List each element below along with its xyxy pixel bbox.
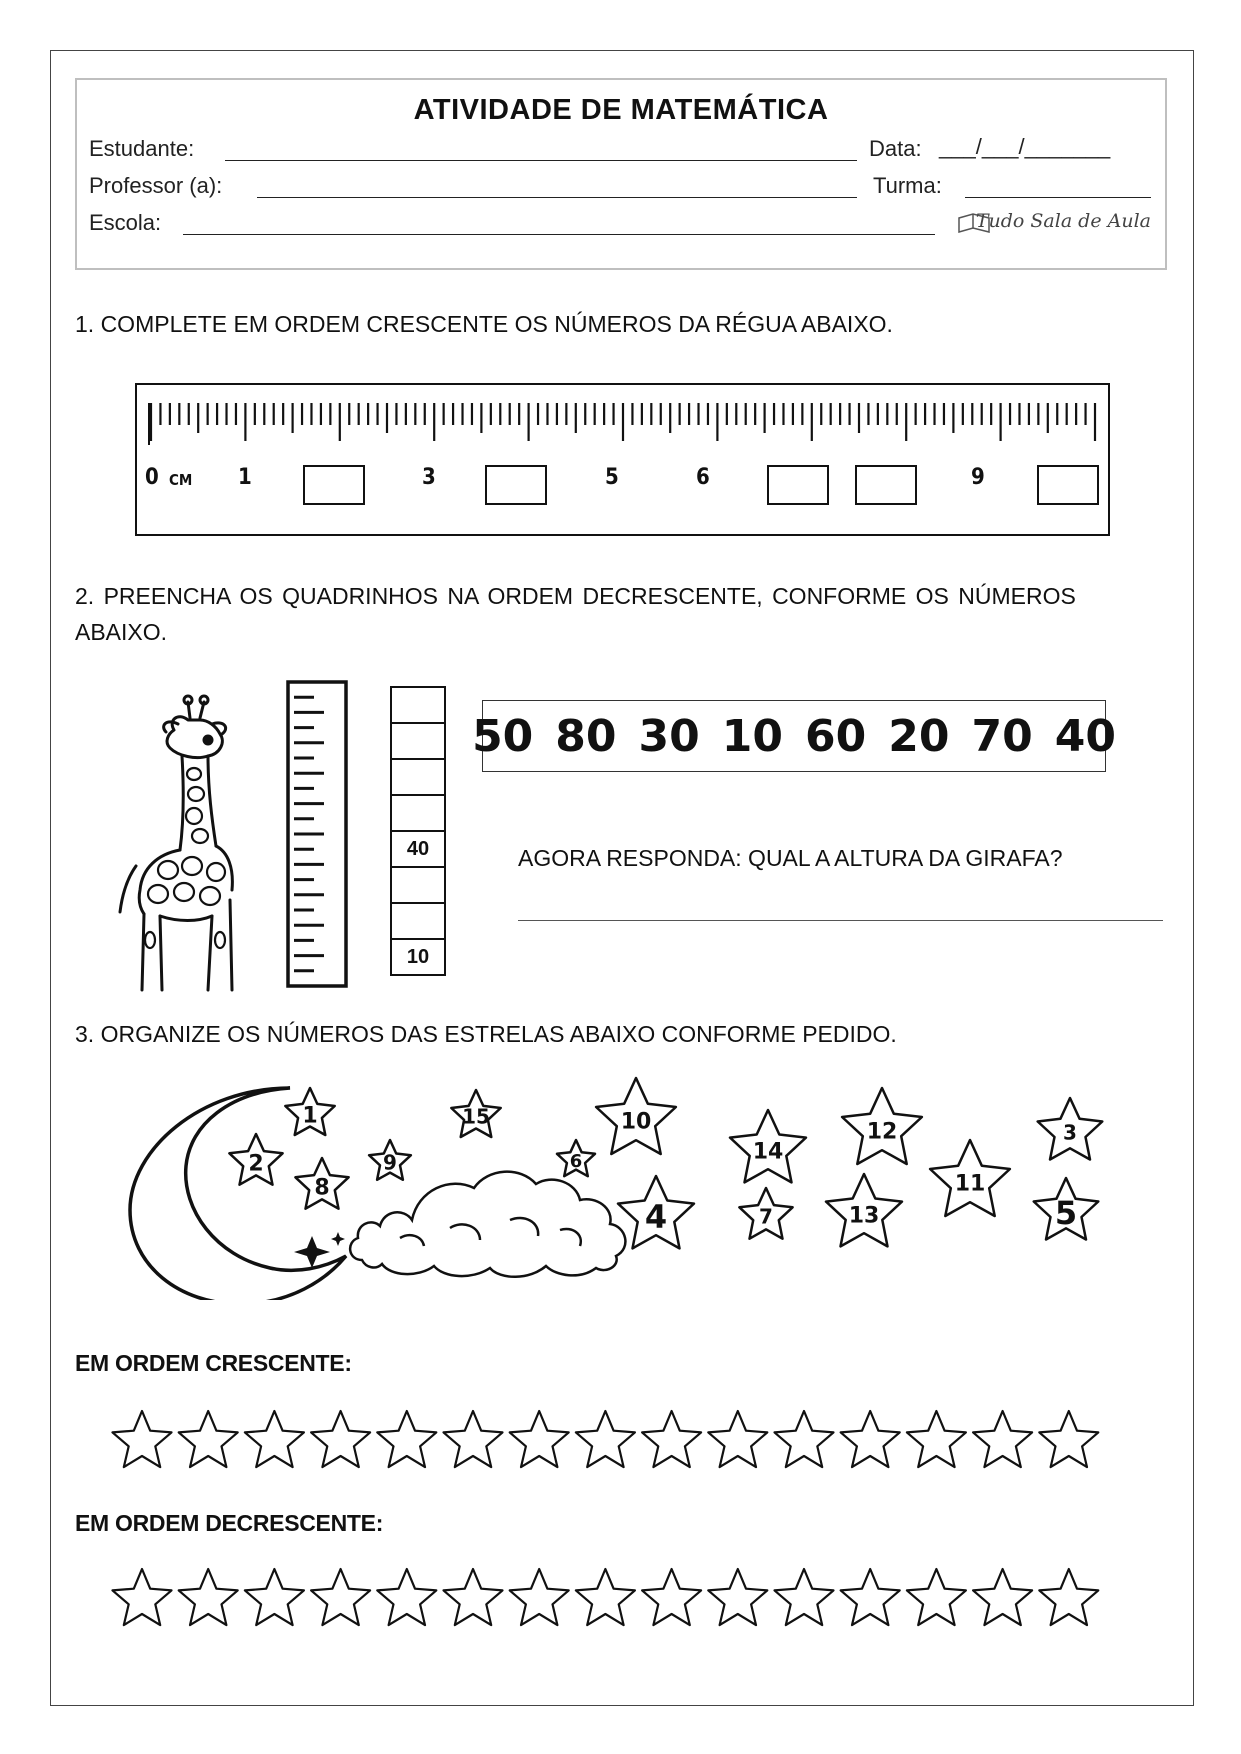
ascending-star-slot[interactable] <box>907 1411 966 1467</box>
descending-stars-row <box>110 1566 1130 1632</box>
sparkle-icon <box>294 1236 330 1268</box>
brand-logo: Tudo Sala de Aula <box>975 210 1151 232</box>
stack-box-6[interactable] <box>390 866 446 904</box>
ruler-label-6: 6 <box>696 465 710 490</box>
stack-box-1[interactable] <box>390 686 446 724</box>
number-item: 30 <box>638 710 700 762</box>
star-label-6: 6 <box>569 1150 583 1172</box>
ruler-ticks <box>137 385 1108 534</box>
descending-star-slot[interactable] <box>973 1569 1032 1625</box>
descending-star-slot[interactable] <box>377 1569 436 1625</box>
ascending-star-slot[interactable] <box>841 1411 900 1467</box>
star-1 <box>285 1088 334 1135</box>
number-item: 60 <box>805 710 867 762</box>
answer-line[interactable] <box>518 920 1163 921</box>
ruler-label-5: 5 <box>605 465 619 490</box>
descending-star-slot[interactable] <box>179 1569 238 1625</box>
star-label-14: 14 <box>752 1139 784 1165</box>
ascending-star-slot[interactable] <box>377 1411 436 1467</box>
star-label-9: 9 <box>383 1150 397 1175</box>
number-item: 80 <box>555 710 617 762</box>
descending-star-slot[interactable] <box>1039 1569 1098 1625</box>
star-label-1: 1 <box>302 1103 318 1129</box>
sparkle-icon <box>331 1232 345 1246</box>
school-label: Escola: <box>89 210 162 235</box>
question-2-text-line2: ABAIXO. <box>75 619 168 645</box>
ruler-label-0: 0 <box>145 465 159 490</box>
ascending-star-slot[interactable] <box>576 1411 635 1467</box>
star-label-8: 8 <box>314 1175 330 1201</box>
student-label: Estudante: <box>89 136 195 161</box>
numbers-box <box>472 700 1116 772</box>
ruler-label-cm: CM <box>169 471 193 489</box>
star-label-5: 5 <box>1054 1194 1078 1233</box>
ruler-box-2[interactable] <box>303 465 365 505</box>
ascending-star-slot[interactable] <box>179 1411 238 1467</box>
answer-stack <box>390 686 446 974</box>
giraffe-illustration <box>108 690 268 996</box>
ruler-label-3: 3 <box>422 465 436 490</box>
star-6 <box>557 1140 595 1176</box>
descending-star-slot[interactable] <box>576 1569 635 1625</box>
ruler-box-10[interactable] <box>1037 465 1099 505</box>
ruler-box-8[interactable] <box>855 465 917 505</box>
star-10 <box>596 1078 676 1154</box>
descending-star-slot[interactable] <box>642 1569 701 1625</box>
ascending-star-slot[interactable] <box>775 1411 834 1467</box>
page-title: ATIVIDADE DE MATEMÁTICA <box>413 94 829 126</box>
star-label-12: 12 <box>866 1119 898 1145</box>
stack-box-7[interactable] <box>390 902 446 940</box>
class-label: Turma: <box>873 173 942 198</box>
ascending-star-slot[interactable] <box>444 1411 503 1467</box>
stack-box-5[interactable]: 40 <box>390 830 446 868</box>
star-label-15: 15 <box>462 1104 490 1129</box>
stack-box-3[interactable] <box>390 758 446 796</box>
star-12 <box>842 1088 922 1164</box>
student-line[interactable] <box>225 160 857 161</box>
stack-box-4[interactable] <box>390 794 446 832</box>
descending-star-slot[interactable] <box>113 1569 172 1625</box>
descending-star-slot[interactable] <box>444 1569 503 1625</box>
star-8 <box>295 1158 348 1209</box>
ascending-label: EM ORDEM CRESCENTE: <box>75 1350 352 1376</box>
star-11 <box>930 1140 1010 1216</box>
number-item: 40 <box>1054 710 1116 762</box>
descending-star-slot[interactable] <box>510 1569 569 1625</box>
star-7 <box>739 1188 792 1239</box>
ascending-star-slot[interactable] <box>1039 1411 1098 1467</box>
number-item: 20 <box>888 710 950 762</box>
ruler-box-4[interactable] <box>485 465 547 505</box>
ascending-star-slot[interactable] <box>642 1411 701 1467</box>
ascending-star-slot[interactable] <box>113 1411 172 1467</box>
question-1-text: 1. COMPLETE EM ORDEM CRESCENTE OS NÚMEROS DA RÉGUA ABAIXO. <box>75 311 893 337</box>
vertical-ruler <box>286 680 350 990</box>
star-label-3: 3 <box>1063 1120 1077 1145</box>
ascending-star-slot[interactable] <box>245 1411 304 1467</box>
star-label-10: 10 <box>620 1109 652 1135</box>
descending-star-slot[interactable] <box>841 1569 900 1625</box>
star-label-2: 2 <box>248 1151 264 1177</box>
stack-box-8[interactable]: 10 <box>390 938 446 976</box>
ascending-star-slot[interactable] <box>510 1411 569 1467</box>
class-line[interactable] <box>965 197 1151 198</box>
descending-star-slot[interactable] <box>245 1569 304 1625</box>
ascending-star-slot[interactable] <box>973 1411 1032 1467</box>
descending-star-slot[interactable] <box>775 1569 834 1625</box>
descending-label: EM ORDEM DECRESCENTE: <box>75 1510 384 1536</box>
teacher-label: Professor (a): <box>89 173 223 198</box>
cloud-icon <box>350 1172 625 1277</box>
star-2 <box>229 1134 282 1185</box>
star-15 <box>451 1090 500 1137</box>
star-13 <box>826 1174 902 1246</box>
descending-star-slot[interactable] <box>708 1569 767 1625</box>
ruler-label-9: 9 <box>971 465 985 490</box>
number-item: 10 <box>721 710 783 762</box>
star-label-7: 7 <box>759 1204 773 1229</box>
school-line[interactable] <box>183 234 935 235</box>
star-label-4: 4 <box>644 1198 668 1237</box>
ruler-box-7[interactable] <box>767 465 829 505</box>
star-14 <box>730 1110 806 1182</box>
question-3-text: 3. ORGANIZE OS NÚMEROS DAS ESTRELAS ABAIXO CONFORME PEDIDO. <box>75 1021 897 1047</box>
descending-star-slot[interactable] <box>907 1569 966 1625</box>
number-item: 70 <box>971 710 1033 762</box>
star-9 <box>369 1140 411 1180</box>
star-4 <box>618 1176 694 1248</box>
date-label: Data: <box>869 136 922 161</box>
night-scene <box>100 1070 1150 1300</box>
ascending-star-slot[interactable] <box>708 1411 767 1467</box>
number-item: 50 <box>472 710 534 762</box>
date-field[interactable]: ___/___/_______ <box>939 134 1111 159</box>
star-label-13: 13 <box>848 1203 880 1229</box>
star-label-11: 11 <box>954 1171 986 1197</box>
star-5 <box>1034 1178 1099 1240</box>
teacher-line[interactable] <box>257 197 857 198</box>
giraffe-question: AGORA RESPONDA: QUAL A ALTURA DA GIRAFA? <box>518 845 1063 871</box>
stack-box-2[interactable] <box>390 722 446 760</box>
descending-star-slot[interactable] <box>311 1569 370 1625</box>
ascending-stars-row <box>110 1408 1130 1474</box>
question-2-text-line1: 2. PREENCHA OS QUADRINHOS NA ORDEM DECRESCENTE, CONFORME OS NÚMEROS <box>75 583 1076 609</box>
ruler-label-1: 1 <box>238 465 252 490</box>
ruler <box>135 383 1110 536</box>
header-box <box>75 78 1167 270</box>
ascending-star-slot[interactable] <box>311 1411 370 1467</box>
star-3 <box>1038 1098 1103 1160</box>
